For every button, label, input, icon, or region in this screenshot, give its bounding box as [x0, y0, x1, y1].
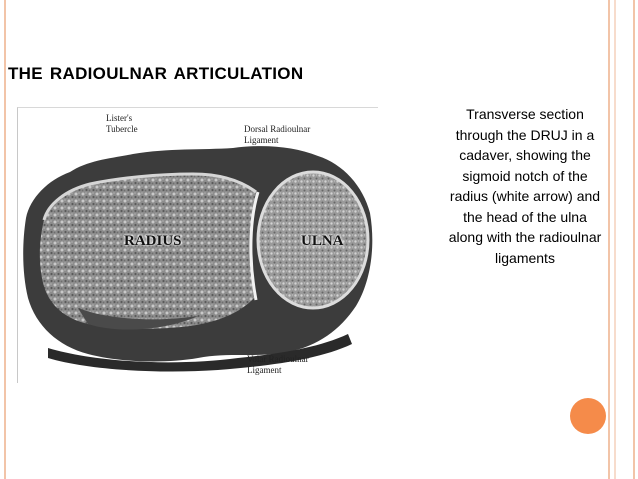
right-border-line-inner — [614, 0, 616, 479]
label-listers-tubercle: Lister's Tubercle — [106, 113, 138, 134]
label-radius: RADIUS — [124, 233, 182, 249]
white-arrow-icon — [18, 108, 64, 124]
slide-title: THE RADIOULNAR ARTICULATION — [8, 64, 304, 83]
right-border-line-outer — [633, 0, 635, 479]
label-dorsal-ligament: Dorsal Radioulnar Ligament — [244, 124, 311, 145]
cadaver-section-image — [17, 107, 378, 383]
left-border-line — [4, 0, 6, 479]
label-volar-ligament: Volar Radioulnar Ligament — [247, 354, 309, 375]
label-ulna: ULNA — [301, 233, 344, 249]
accent-circle — [570, 398, 606, 434]
right-border-line — [608, 0, 610, 479]
figure-caption: Transverse section through the DRUJ in a cadaver, showing the sigmoid notch of the radius (white arrow) and the head of the ulna along with the radioulnar ligaments — [448, 106, 602, 266]
